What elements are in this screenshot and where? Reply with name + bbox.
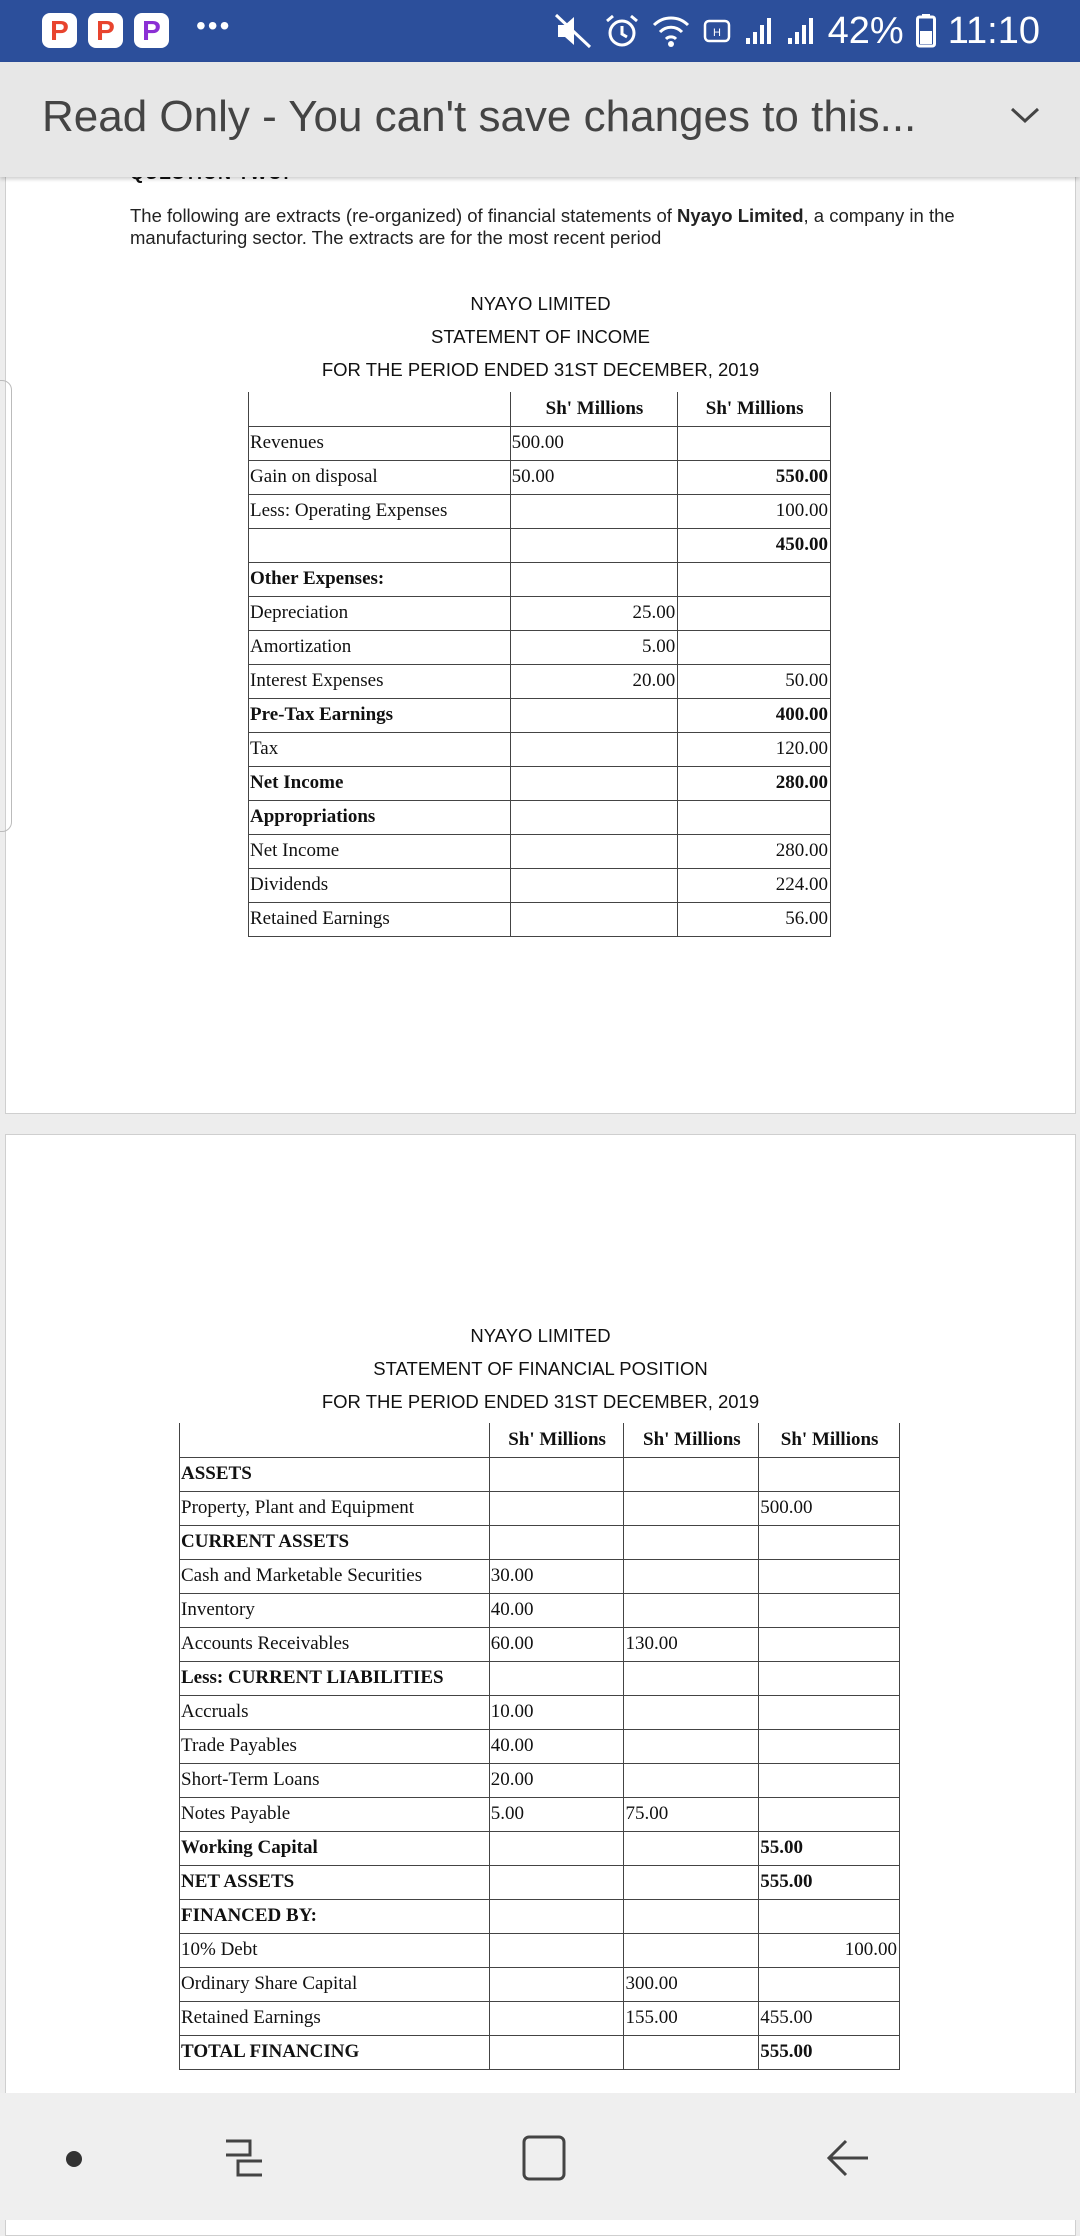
value-cell bbox=[624, 1491, 759, 1525]
value-cell bbox=[624, 1661, 759, 1695]
value-cell: 25.00 bbox=[510, 596, 678, 630]
row-label: Net Income bbox=[249, 766, 511, 800]
value-cell: 555.00 bbox=[759, 1865, 900, 1899]
value-cell bbox=[759, 1797, 900, 1831]
financial-position-table bbox=[179, 1423, 900, 2070]
value-cell bbox=[678, 426, 831, 460]
company-name: Nyayo Limited bbox=[677, 205, 804, 226]
table-row bbox=[249, 698, 831, 732]
value-cell bbox=[624, 1763, 759, 1797]
row-label: Trade Payables bbox=[180, 1729, 490, 1763]
value-cell: 55.00 bbox=[759, 1831, 900, 1865]
row-label: Tax bbox=[249, 732, 511, 766]
table-row bbox=[180, 1729, 900, 1763]
value-cell bbox=[510, 766, 678, 800]
value-cell bbox=[489, 2001, 624, 2035]
row-label: Property, Plant and Equipment bbox=[180, 1491, 490, 1525]
value-cell bbox=[624, 1899, 759, 1933]
table-row bbox=[180, 1457, 900, 1491]
value-cell: 50.00 bbox=[678, 664, 831, 698]
value-cell: 224.00 bbox=[678, 868, 831, 902]
value-cell: 280.00 bbox=[678, 766, 831, 800]
table-row bbox=[249, 494, 831, 528]
value-cell bbox=[678, 800, 831, 834]
income-subtitle: STATEMENT OF INCOME bbox=[431, 326, 650, 347]
value-cell bbox=[489, 2035, 624, 2069]
income-title: NYAYO LIMITED bbox=[470, 293, 611, 314]
row-label bbox=[249, 528, 511, 562]
position-period: FOR THE PERIOD ENDED 31ST DECEMBER, 2019 bbox=[321, 1391, 760, 1412]
table-row bbox=[180, 1627, 900, 1661]
table-row bbox=[180, 2001, 900, 2035]
value-cell: 155.00 bbox=[624, 2001, 759, 2035]
value-cell bbox=[489, 1491, 624, 1525]
value-cell: 500.00 bbox=[510, 426, 678, 460]
table-row bbox=[180, 1933, 900, 1967]
value-cell bbox=[759, 1763, 900, 1797]
value-cell: 555.00 bbox=[759, 2035, 900, 2069]
row-label: Ordinary Share Capital bbox=[180, 1967, 490, 2001]
value-cell: 130.00 bbox=[624, 1627, 759, 1661]
value-cell bbox=[489, 1831, 624, 1865]
value-cell bbox=[678, 630, 831, 664]
value-cell bbox=[624, 1695, 759, 1729]
table-row bbox=[249, 800, 831, 834]
row-label: FINANCED BY: bbox=[180, 1899, 490, 1933]
value-cell bbox=[489, 1525, 624, 1559]
value-cell bbox=[624, 1831, 759, 1865]
position-title: NYAYO LIMITED bbox=[470, 1325, 611, 1346]
value-cell bbox=[510, 732, 678, 766]
row-label: TOTAL FINANCING bbox=[180, 2035, 490, 2069]
row-label: Inventory bbox=[180, 1593, 490, 1627]
position-subtitle: STATEMENT OF FINANCIAL POSITION bbox=[373, 1358, 708, 1379]
intro-paragraph: The following are extracts (re-organized) of financial statements of Nyayo Limited, a company in the manufacturing sector. The extracts are for the most recent period bbox=[130, 205, 955, 248]
value-cell: 20.00 bbox=[510, 664, 678, 698]
banner-text: Read Only - You can't save changes to this... bbox=[42, 92, 917, 141]
table-row bbox=[180, 1695, 900, 1729]
row-label: Less: CURRENT LIABILITIES bbox=[180, 1661, 490, 1695]
value-cell bbox=[624, 1525, 759, 1559]
app-icon-p: P bbox=[42, 13, 77, 48]
signal-icon bbox=[744, 16, 774, 46]
value-cell bbox=[489, 1865, 624, 1899]
table-row bbox=[249, 902, 831, 936]
position-col-header: Sh' Millions bbox=[624, 1423, 759, 1457]
row-label: Net Income bbox=[249, 834, 511, 868]
svg-text:H: H bbox=[712, 27, 721, 39]
table-row bbox=[249, 664, 831, 698]
value-cell: 5.00 bbox=[489, 1797, 624, 1831]
value-cell: 40.00 bbox=[489, 1729, 624, 1763]
battery-percent: 42% bbox=[827, 9, 904, 52]
income-period: FOR THE PERIOD ENDED 31ST DECEMBER, 2019 bbox=[321, 359, 760, 380]
value-cell: 20.00 bbox=[489, 1763, 624, 1797]
value-cell: 450.00 bbox=[678, 528, 831, 562]
value-cell: 50.00 bbox=[510, 460, 678, 494]
table-row bbox=[180, 1831, 900, 1865]
document-page-1 bbox=[5, 160, 1076, 1114]
value-cell bbox=[624, 1729, 759, 1763]
value-cell bbox=[489, 1661, 624, 1695]
value-cell: 500.00 bbox=[759, 1491, 900, 1525]
value-cell bbox=[759, 1729, 900, 1763]
value-cell bbox=[510, 698, 678, 732]
value-cell bbox=[489, 1933, 624, 1967]
value-cell: 60.00 bbox=[489, 1627, 624, 1661]
value-cell bbox=[678, 562, 831, 596]
value-cell: 75.00 bbox=[624, 1797, 759, 1831]
value-cell: 10.00 bbox=[489, 1695, 624, 1729]
row-label: Appropriations bbox=[249, 800, 511, 834]
dot-icon[interactable] bbox=[66, 2151, 82, 2167]
value-cell bbox=[489, 1967, 624, 2001]
signal-icon bbox=[786, 16, 816, 46]
row-label: Notes Payable bbox=[180, 1797, 490, 1831]
side-panel-handle[interactable] bbox=[0, 380, 12, 832]
row-label: Gain on disposal bbox=[249, 460, 511, 494]
table-row bbox=[180, 1899, 900, 1933]
value-cell bbox=[759, 1967, 900, 2001]
value-cell: 550.00 bbox=[678, 460, 831, 494]
value-cell: 30.00 bbox=[489, 1559, 624, 1593]
navigation-bar bbox=[0, 2093, 1080, 2220]
position-col-header: Sh' Millions bbox=[759, 1423, 900, 1457]
chevron-down-icon[interactable] bbox=[1008, 104, 1042, 126]
value-cell bbox=[624, 1593, 759, 1627]
value-cell bbox=[489, 1899, 624, 1933]
row-label: ASSETS bbox=[180, 1457, 490, 1491]
row-label: Accounts Receivables bbox=[180, 1627, 490, 1661]
position-header-blank bbox=[180, 1423, 490, 1457]
table-row bbox=[249, 562, 831, 596]
value-cell: 5.00 bbox=[510, 630, 678, 664]
table-row bbox=[249, 732, 831, 766]
row-label: Accruals bbox=[180, 1695, 490, 1729]
row-label: Amortization bbox=[249, 630, 511, 664]
status-bar bbox=[0, 0, 1080, 62]
value-cell bbox=[510, 562, 678, 596]
value-cell bbox=[510, 834, 678, 868]
value-cell bbox=[759, 1593, 900, 1627]
table-row bbox=[249, 630, 831, 664]
table-row bbox=[249, 868, 831, 902]
row-label: Other Expenses: bbox=[249, 562, 511, 596]
value-cell: 400.00 bbox=[678, 698, 831, 732]
app-icon-p: P bbox=[134, 13, 169, 48]
row-label: Interest Expenses bbox=[249, 664, 511, 698]
table-row bbox=[180, 1763, 900, 1797]
more-notifications: ••• bbox=[196, 10, 232, 41]
value-cell bbox=[510, 528, 678, 562]
home-icon[interactable] bbox=[520, 2133, 568, 2183]
document-page-2 bbox=[5, 1134, 1076, 2236]
value-cell: 100.00 bbox=[759, 1933, 900, 1967]
income-statement-table bbox=[248, 392, 831, 937]
table-row bbox=[249, 834, 831, 868]
table-row bbox=[249, 460, 831, 494]
row-label: NET ASSETS bbox=[180, 1865, 490, 1899]
clock: 11:10 bbox=[947, 9, 1040, 52]
row-label: Short-Term Loans bbox=[180, 1763, 490, 1797]
value-cell bbox=[678, 596, 831, 630]
table-row bbox=[249, 426, 831, 460]
row-label: Pre-Tax Earnings bbox=[249, 698, 511, 732]
value-cell bbox=[624, 2035, 759, 2069]
table-row bbox=[180, 1661, 900, 1695]
table-row bbox=[180, 1559, 900, 1593]
income-col-header: Sh' Millions bbox=[678, 392, 831, 426]
alarm-icon bbox=[604, 13, 640, 49]
value-cell: 455.00 bbox=[759, 2001, 900, 2035]
value-cell bbox=[510, 800, 678, 834]
position-col-header: Sh' Millions bbox=[489, 1423, 624, 1457]
value-cell: 56.00 bbox=[678, 902, 831, 936]
table-row bbox=[180, 1865, 900, 1899]
row-label: Cash and Marketable Securities bbox=[180, 1559, 490, 1593]
row-label: CURRENT ASSETS bbox=[180, 1525, 490, 1559]
income-col-header: Sh' Millions bbox=[510, 392, 678, 426]
row-label: Working Capital bbox=[180, 1831, 490, 1865]
value-cell: 280.00 bbox=[678, 834, 831, 868]
table-row bbox=[180, 1797, 900, 1831]
value-cell bbox=[759, 1559, 900, 1593]
value-cell bbox=[759, 1525, 900, 1559]
value-cell bbox=[759, 1457, 900, 1491]
back-icon[interactable] bbox=[824, 2135, 872, 2181]
table-row bbox=[180, 1967, 900, 2001]
value-cell bbox=[489, 1457, 624, 1491]
status-icons bbox=[554, 0, 1040, 62]
value-cell: 120.00 bbox=[678, 732, 831, 766]
row-label: Less: Operating Expenses bbox=[249, 494, 511, 528]
table-row bbox=[249, 766, 831, 800]
value-cell: 100.00 bbox=[678, 494, 831, 528]
value-cell: 300.00 bbox=[624, 1967, 759, 2001]
table-row bbox=[180, 2035, 900, 2069]
value-cell bbox=[510, 902, 678, 936]
value-cell bbox=[759, 1899, 900, 1933]
value-cell bbox=[624, 1933, 759, 1967]
table-row bbox=[180, 1593, 900, 1627]
income-header-blank bbox=[249, 392, 511, 426]
row-label: Dividends bbox=[249, 868, 511, 902]
value-cell bbox=[510, 868, 678, 902]
table-row bbox=[249, 528, 831, 562]
table-row bbox=[180, 1491, 900, 1525]
value-cell bbox=[624, 1457, 759, 1491]
row-label: Retained Earnings bbox=[249, 902, 511, 936]
value-cell: 40.00 bbox=[489, 1593, 624, 1627]
wifi-icon bbox=[652, 14, 690, 48]
notification-apps bbox=[42, 13, 169, 48]
table-row bbox=[249, 596, 831, 630]
table-row bbox=[180, 1525, 900, 1559]
row-label: Revenues bbox=[249, 426, 511, 460]
mute-icon bbox=[554, 13, 592, 49]
row-label: Depreciation bbox=[249, 596, 511, 630]
value-cell bbox=[624, 1559, 759, 1593]
recent-apps-icon[interactable] bbox=[222, 2133, 266, 2183]
value-cell bbox=[759, 1695, 900, 1729]
row-label: Retained Earnings bbox=[180, 2001, 490, 2035]
app-icon-p: P bbox=[88, 13, 123, 48]
value-cell bbox=[759, 1661, 900, 1695]
read-only-banner[interactable] bbox=[0, 62, 1080, 177]
value-cell bbox=[624, 1865, 759, 1899]
battery-icon bbox=[916, 14, 936, 48]
row-label: 10% Debt bbox=[180, 1933, 490, 1967]
value-cell bbox=[510, 494, 678, 528]
hotspot-icon bbox=[702, 16, 732, 46]
value-cell bbox=[759, 1627, 900, 1661]
